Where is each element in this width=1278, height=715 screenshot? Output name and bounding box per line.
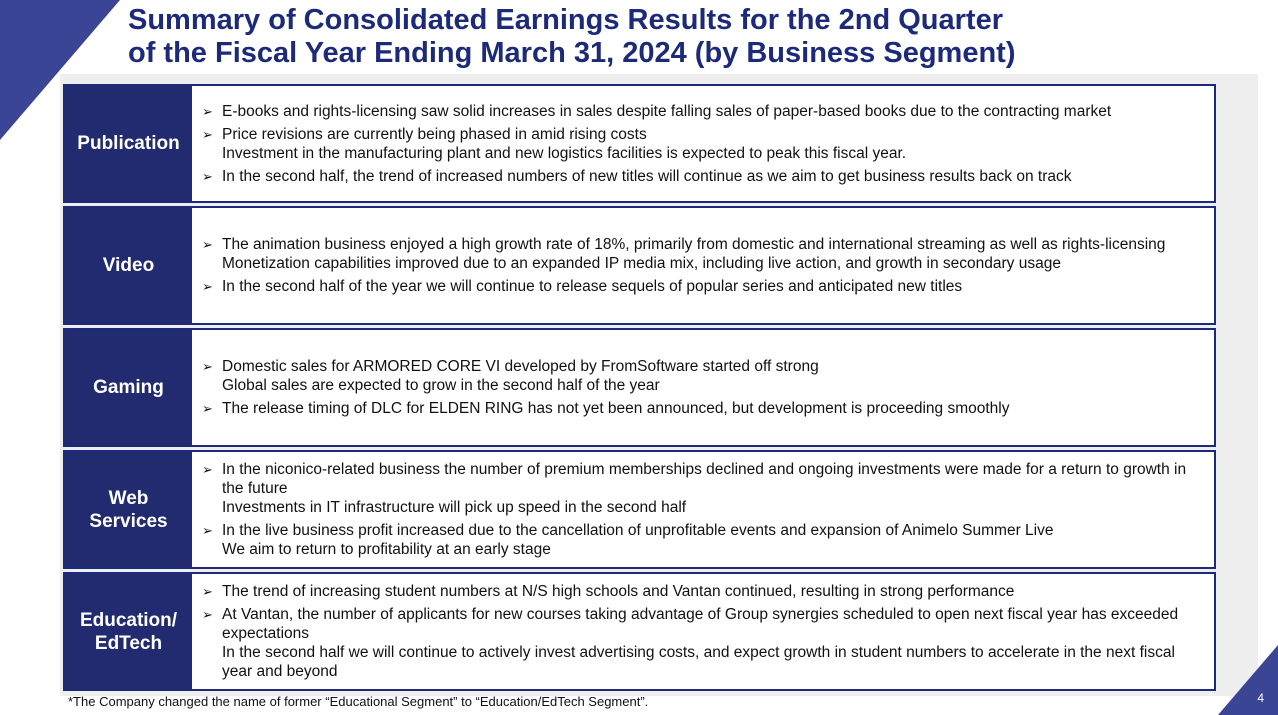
arrow-bullet-icon: ➢ xyxy=(202,401,213,416)
bullet-text xyxy=(222,582,1206,601)
bullet-item xyxy=(202,167,1206,186)
segment-body xyxy=(192,86,1214,201)
bullet-line: We aim to return to profitability at an early stage xyxy=(222,541,551,558)
bullet-text xyxy=(222,357,1206,395)
bullet-text xyxy=(222,521,1206,559)
bullet-item xyxy=(202,125,1206,163)
title-line-1: Summary of Consolidated Earnings Results for the 2nd Quarter xyxy=(128,4,1003,36)
segment-education-edtech xyxy=(63,572,1216,691)
bullet-item xyxy=(202,521,1206,559)
arrow-bullet-icon: ➢ xyxy=(202,279,213,294)
corner-decoration-bottom xyxy=(1218,645,1278,715)
bullet-line: The trend of increasing student numbers at N/S high schools and Vantan continued, resulting in strong performance xyxy=(222,583,1015,600)
bullet-text xyxy=(222,277,1206,296)
arrow-bullet-icon: ➢ xyxy=(202,126,213,142)
bullet-line: In the second half we will continue to actively invest advertising costs, and expect growth in student numbers to accelerate in the next fiscal year and beyond xyxy=(222,644,1175,680)
bullet-item xyxy=(202,582,1206,601)
bullet-item xyxy=(202,357,1206,395)
segment-label: Video xyxy=(65,208,192,323)
arrow-bullet-icon: ➢ xyxy=(202,584,213,599)
bullet-item xyxy=(202,605,1206,681)
bullet-text xyxy=(222,605,1206,681)
bullet-text xyxy=(222,235,1206,273)
segment-label: Publication xyxy=(65,86,192,201)
page-number: 4 xyxy=(1257,691,1264,705)
page-title xyxy=(128,4,1128,70)
bullet-item xyxy=(202,277,1206,296)
segment-label: Gaming xyxy=(65,330,192,445)
segment-publication xyxy=(63,84,1216,203)
segment-web-services xyxy=(63,450,1216,569)
segment-gaming xyxy=(63,328,1216,447)
bullet-line: Monetization capabilities improved due to an expanded IP media mix, including live action, and growth in secondary usage xyxy=(222,255,1061,272)
footnote: *The Company changed the name of former “Educational Segment” to “Education/EdTech Segment”. xyxy=(68,694,649,709)
arrow-bullet-icon: ➢ xyxy=(202,237,213,252)
bullet-text xyxy=(222,125,1206,163)
bullet-item xyxy=(202,460,1206,517)
bullet-text xyxy=(222,460,1206,517)
title-line-2: of the Fiscal Year Ending March 31, 2024 (by Business Segment) xyxy=(128,37,1016,69)
bullet-line: In the second half, the trend of increased numbers of new titles will continue as we aim to get business results back on track xyxy=(222,167,1072,185)
bullet-text xyxy=(222,399,1206,418)
bullet-item xyxy=(202,235,1206,273)
bullet-line: At Vantan, the number of applicants for new courses taking advantage of Group synergies scheduled to open next fiscal year has exceeded expectations xyxy=(222,606,1179,642)
arrow-bullet-icon: ➢ xyxy=(202,103,213,119)
bullet-line: Global sales are expected to grow in the second half of the year xyxy=(222,377,660,394)
bullet-line: The animation business enjoyed a high growth rate of 18%, primarily from domestic and international streaming as well as rights-licensing xyxy=(222,236,1166,253)
bullet-item xyxy=(202,102,1206,121)
segment-body xyxy=(192,208,1214,323)
bullet-line: Investments in IT infrastructure will pick up speed in the second half xyxy=(222,499,687,516)
bullet-line: In the second half of the year we will continue to release sequels of popular series and anticipated new titles xyxy=(222,278,963,295)
bullet-line: Price revisions are currently being phased in amid rising costs xyxy=(222,125,647,143)
arrow-bullet-icon: ➢ xyxy=(202,359,213,374)
segment-body xyxy=(192,574,1214,689)
bullet-line: E-books and rights-licensing saw solid increases in sales despite falling sales of paper-based books due to the contracting market xyxy=(222,102,1112,120)
bullet-line: In the live business profit increased due to the cancellation of unprofitable events and expansion of Animelo Summer Live xyxy=(222,522,1054,539)
bullet-line: In the niconico-related business the number of premium memberships declined and ongoing investments were made for a return to growth in the future xyxy=(222,461,1187,497)
segment-label: Web Services xyxy=(65,452,192,567)
arrow-bullet-icon: ➢ xyxy=(202,607,213,622)
segment-body xyxy=(192,330,1214,445)
bullet-line: The release timing of DLC for ELDEN RING has not yet been announced, but development is proceeding smoothly xyxy=(222,400,1010,417)
bullet-text xyxy=(222,102,1206,121)
bullet-text xyxy=(222,167,1206,186)
arrow-bullet-icon: ➢ xyxy=(202,462,213,477)
segment-label: Education/ EdTech xyxy=(65,574,192,689)
bullet-line: Domestic sales for ARMORED CORE VI developed by FromSoftware started off strong xyxy=(222,358,819,375)
segment-body xyxy=(192,452,1214,567)
bullet-line: Investment in the manufacturing plant and new logistics facilities is expected to peak this fiscal year. xyxy=(222,144,907,162)
arrow-bullet-icon: ➢ xyxy=(202,168,213,184)
arrow-bullet-icon: ➢ xyxy=(202,523,213,538)
bullet-item xyxy=(202,399,1206,418)
segment-video xyxy=(63,206,1216,325)
